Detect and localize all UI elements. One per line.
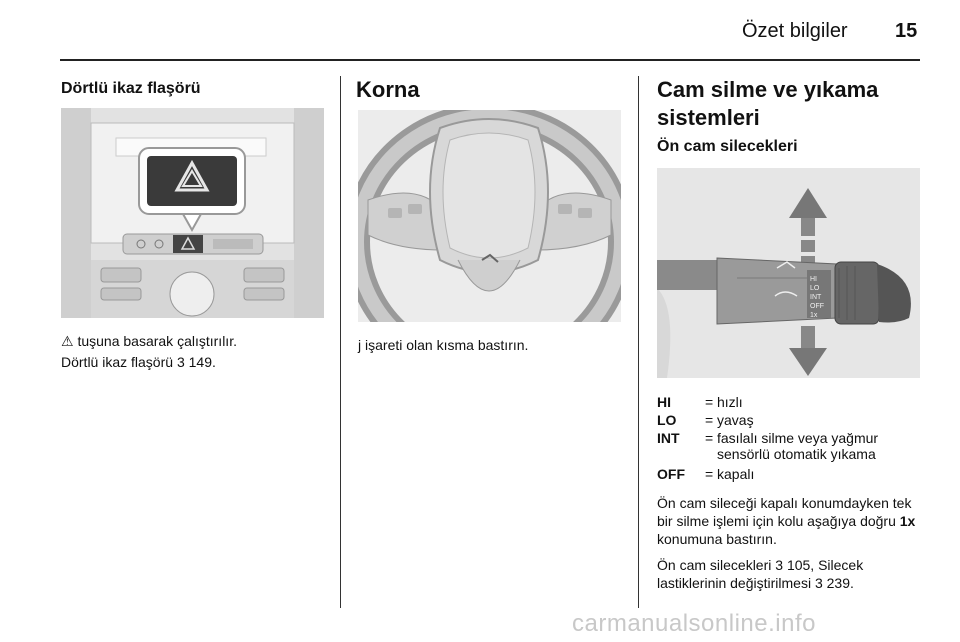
stalk-label-int: INT: [810, 294, 822, 301]
stalk-label-1x: 1x: [810, 312, 818, 319]
horn-instruction-text: işareti olan kısma bastırın.: [365, 337, 529, 353]
definition-value: yavaş: [717, 412, 754, 428]
wiper-heading-line1: Cam silme ve yıkama: [657, 77, 879, 102]
hazard-reference: [61, 353, 331, 371]
stalk-label-hi: HI: [810, 276, 817, 283]
hazard-heading: Dörtlü ikaz flaşörü: [61, 80, 201, 97]
column-divider-right: [638, 76, 639, 608]
horn-instruction: [358, 336, 628, 354]
single-wipe-text: Ön cam sileceği kapalı konumdayken tek bir silme işlemi için kolu aşağıya doğru: [657, 495, 912, 529]
page-ref-arrow-icon: 3: [775, 557, 784, 573]
definition-key: HI: [657, 394, 671, 410]
definition-value: kapalı: [717, 466, 755, 482]
wiper-reference-end: 239.: [826, 575, 854, 591]
wiper-heading-line2: sistemleri: [657, 105, 760, 130]
hazard-instruction: [61, 332, 331, 350]
definition-value: fasılalı silme veya yağmur sensörlü otomatik yıkama: [717, 430, 879, 462]
horn-heading: Korna: [356, 77, 420, 102]
column-divider-left: [340, 76, 341, 608]
front-wipers-subheading: Ön cam silecekleri: [657, 138, 798, 155]
wiper-heading: [657, 76, 927, 132]
wiper-stalk-figure: [657, 168, 920, 378]
wiper-reference-mid: 105, Silecek lastiklerinin değiştirilmesi: [657, 557, 864, 591]
single-wipe-paragraph: [657, 494, 929, 548]
single-wipe-position: 1x: [899, 513, 916, 529]
hazard-switch-figure: [61, 108, 324, 318]
definition-equals: =: [705, 412, 714, 428]
definition-key: OFF: [657, 466, 685, 482]
wiper-reference-paragraph: [657, 556, 929, 592]
page-ref-arrow-icon: 3: [176, 354, 185, 370]
definition-equals: =: [705, 466, 714, 482]
hazard-reference-page: 149.: [188, 354, 216, 370]
stalk-label-off: OFF: [810, 303, 824, 310]
definition-equals: =: [705, 430, 714, 446]
hazard-warning-icon: ⚠: [61, 333, 74, 349]
definition-value: hızlı: [717, 394, 743, 410]
definition-row: [657, 430, 927, 464]
definition-key: INT: [657, 430, 680, 446]
definition-row: [657, 466, 927, 482]
definition-key: LO: [657, 412, 677, 428]
stalk-label-lo: LO: [810, 285, 820, 292]
definition-row: [657, 394, 927, 410]
hazard-instruction-text: tuşuna basarak çalıştırılır.: [77, 333, 237, 349]
page-number: 15: [895, 20, 918, 42]
definition-equals: =: [705, 394, 714, 410]
single-wipe-text-end: konumuna bastırın.: [657, 531, 777, 547]
page-ref-arrow-icon: 3: [814, 575, 823, 591]
horn-icon: j: [358, 337, 362, 353]
header-rule: [60, 59, 920, 61]
running-header-title: Özet bilgiler: [742, 20, 848, 42]
watermark: carmanualsonline.info: [572, 610, 816, 637]
definition-row: [657, 412, 927, 428]
wiper-reference-text: Ön cam silecekleri: [657, 557, 772, 573]
hazard-reference-text: Dörtlü ikaz flaşörü: [61, 354, 174, 370]
steering-wheel-figure: [358, 110, 621, 322]
